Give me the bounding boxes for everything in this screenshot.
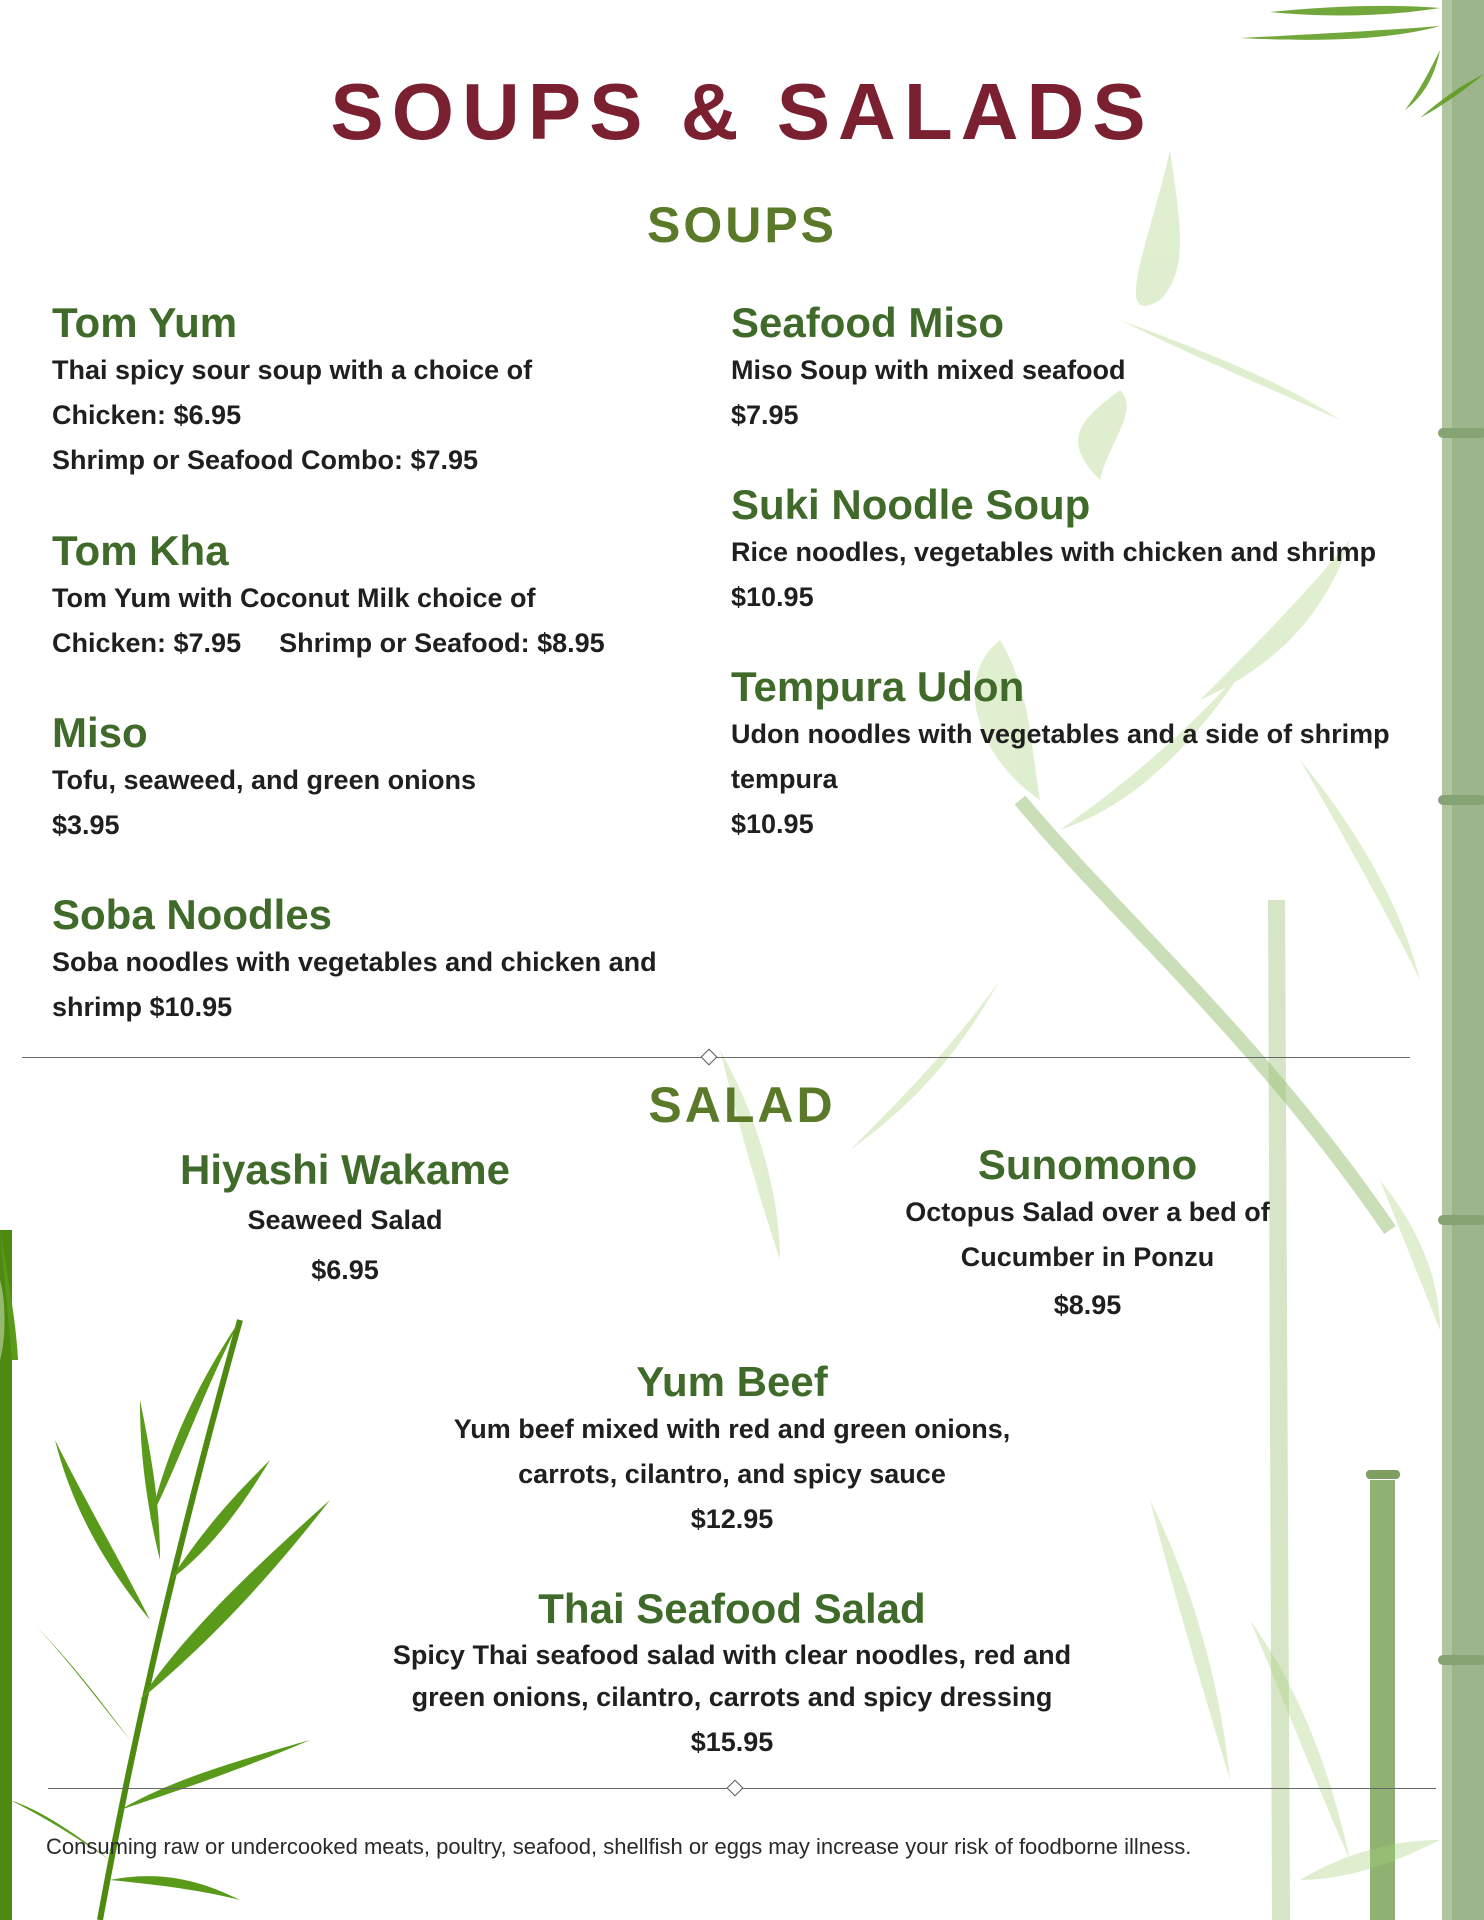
diamond-icon [701,1049,718,1066]
item-description: carrots, cilantro, and spicy sauce [518,1459,946,1489]
page-title: SOUPS & SALADS [330,67,1154,156]
item-price: Chicken: $7.95 [52,628,242,658]
item-name: Suki Noodle Soup [731,481,1091,528]
item-description: Tofu, seaweed, and green onions [52,765,477,795]
item-description: tempura [731,764,838,794]
menu-item-sunomono [860,1140,1315,1330]
menu-item-suki-noodle-soup [731,480,1376,620]
item-price: $15.95 [690,1727,774,1757]
menu-item-hiyashi-wakame [140,1145,550,1295]
item-description: Octopus Salad over a bed of [905,1197,1270,1227]
food-safety-disclaimer: Consuming raw or undercooked meats, poultry, seafood, shellfish or eggs may increase your risk of foodborne illness. [46,1834,1192,1859]
item-description: Yum beef mixed with red and green onions, [453,1414,1011,1444]
item-price: $3.95 [52,810,120,840]
item-price: $8.95 [1053,1290,1122,1320]
menu-item-miso [52,708,476,848]
item-description: green onions, cilantro, carrots and spicy dressing [411,1682,1053,1712]
item-name: Miso [52,709,148,756]
item-description: shrimp $10.95 [52,992,233,1022]
diamond-icon [727,1780,744,1797]
menu-item-seafood-miso [731,298,1126,438]
item-description: Soba noodles with vegetables and chicken and [52,947,657,977]
item-description: Thai spicy sour soup with a choice of [52,355,533,385]
menu-item-tom-kha [52,526,605,666]
item-name: Soba Noodles [52,891,333,938]
item-price: $7.95 [731,400,799,430]
salad-heading: SALAD [648,1077,836,1133]
menu-item-yum-beef [432,1357,1032,1542]
menu-item-thai-seafood-salad [332,1584,1132,1766]
menu-item-tom-yum [52,298,532,483]
item-price: $6.95 [311,1255,379,1285]
item-prices [52,621,605,666]
item-description: Rice noodles, vegetables with chicken and shrimp [731,537,1377,567]
item-description: Tom Yum with Coconut Milk choice of [52,583,536,613]
item-name: Hiyashi Wakame [180,1146,510,1193]
item-price: Chicken: $6.95 [52,400,242,430]
item-price: $10.95 [731,809,814,839]
item-name: Yum Beef [636,1358,828,1405]
item-description: Seaweed Salad [247,1205,443,1235]
item-description: Udon noodles with vegetables and a side of shrimp [731,719,1390,749]
item-price: $12.95 [690,1504,774,1534]
item-description: Spicy Thai seafood salad with clear noodles, red and [392,1640,1072,1670]
item-price: Shrimp or Seafood: $8.95 [279,628,605,658]
item-name: Tom Kha [52,527,229,574]
item-price: Shrimp or Seafood Combo: $7.95 [52,445,479,475]
menu-item-soba-noodles [52,890,657,1030]
item-name: Tempura Udon [731,663,1025,710]
menu-item-tempura-udon [731,662,1390,847]
item-price: $10.95 [731,582,814,612]
item-name: Seafood Miso [731,299,1005,346]
item-description: Cucumber in Ponzu [960,1242,1215,1272]
item-name: Sunomono [977,1141,1198,1188]
item-name: Tom Yum [52,299,238,346]
item-description: Miso Soup with mixed seafood [731,355,1126,385]
soups-heading: SOUPS [646,197,838,253]
item-name: Thai Seafood Salad [538,1585,926,1632]
